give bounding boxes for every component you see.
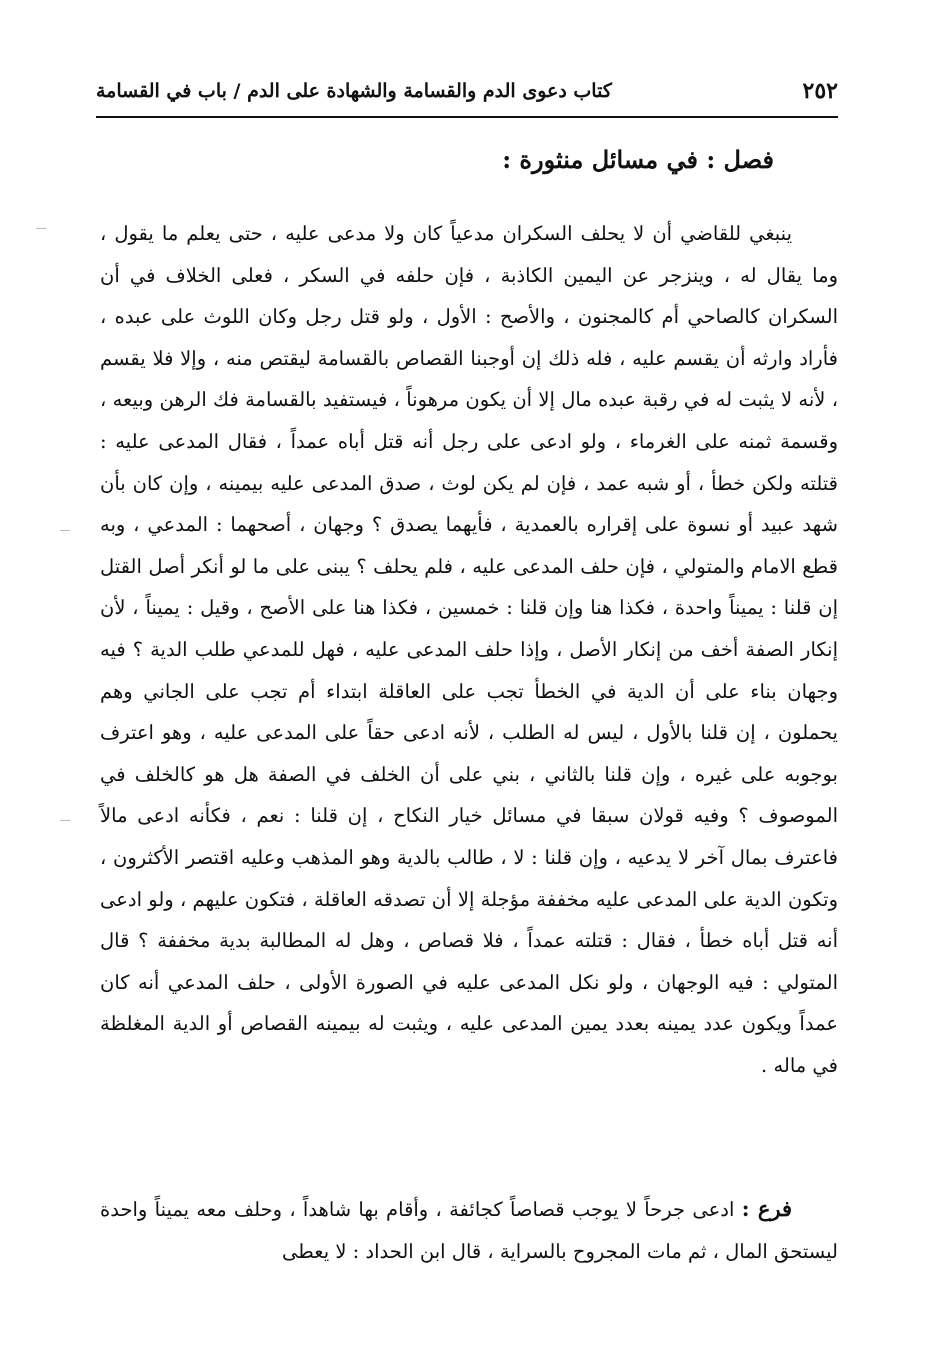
running-title: كتاب دعوى الدم والقسامة والشهادة على الدم / باب في القسامة	[96, 80, 612, 102]
header-rule	[96, 116, 838, 118]
margin-mark	[60, 820, 70, 821]
margin-mark	[60, 530, 70, 531]
page-number: ٢٥٢	[802, 78, 838, 104]
paragraph-1: ينبغي للقاضي أن لا يحلف السكران مدعياً كان ولا مدعى عليه ، حتى يعلم ما يقول ، وما يقال له ، وينزجر عن اليمين الكاذبة ، فإن حلفه في السكر ، فعلى الخلاف في أن السكران كالصاحي أم كالمجنون ، والأصح : الأول ، ولو قتل رجل وكان اللوث على عبده ، فأراد وارثه أن يقسم عليه ، فله ذلك إن أوجبنا القصاص بالقسامة ليقتص منه ، وإلا فلا يقسم ، لأنه لا يثبت له في رقبة عبده مال إلا أن يكون مرهوناً ، فيستفيد بالقسامة فك الرهن وبيعه ، وقسمة ثمنه على الغرماء ، ولو ادعى على رجل أنه قتل أباه عمداً ، فقال المدعى عليه : قتلته ولكن خطأ ، أو شبه عمد ، فإن لم يكن لوث ، صدق المدعى عليه بيمينه ، وإن كان بأن شهد عبيد أو نسوة على إقراره بالعمدية ، فأيهما يصدق ؟ وجهان ، أصحهما : المدعي ، وبه قطع الامام والمتولي ، فإن حلف المدعى عليه ، فلم يحلف ؟ يبنى على ما لو أنكر أصل القتل إن قلنا : يميناً واحدة ، فكذا هنا وإن قلنا : خمسين ، فكذا هنا على الأصح ، وقيل : يميناً ، لأن إنكار الصفة أخف من إنكار الأصل ، وإذا حلف المدعى عليه ، فهل للمدعي طلب الدية ؟ فيه وجهان بناء على أن الدية في الخطأ تجب على العاقلة ابتداء أم تجب على الجاني وهم يحملون ، إن قلنا بالأول ، ليس له الطلب ، لأنه ادعى حقاً على المدعى عليه ، وهو اعترف بوجوبه على غيره ، وإن قلنا بالثاني ، بني على أن الخلف في الصفة هل هو كالخلف في الموصوف ؟ وفيه قولان سبقا في مسائل خيار النكاح ، إن قلنا : نعم ، فكأنه ادعى مالاً فاعترف بمال آخر لا يدعيه ، وإن قلنا : لا ، طالب بالدية وهو المذهب وعليه اقتصر الأكثرون ، وتكون الدية على المدعى عليه مخففة مؤجلة إلا أن تصدقه العاقلة ، فتكون عليهم ، ولو ادعى أنه قتل أباه خطأ ، فقال : قتلته عمداً ، فلا قصاص ، وهل له المطالبة بدية مخففة ؟ قال المتولي : فيه الوجهان ، ولو نكل المدعى عليه في الصورة الأولى ، حلف المدعي أنه كان عمداً ويكون عدد يمينه بعدد يمين المدعى عليه ، ويثبت له بيمينه القصاص أو الدية المغلظة في ماله .	[100, 222, 838, 1077]
far-body: ادعى جرحاً لا يوجب قصاصاً كجائفة ، وأقام بها شاهداً ، وحلف معه يميناً واحدة ليستحق المال ، ثم مات المجروح بالسراية ، قال ابن الحداد : لا يعطى	[100, 1198, 838, 1263]
main-text	[100, 213, 838, 1086]
margin-mark	[36, 228, 46, 229]
far-paragraph	[100, 1188, 838, 1272]
page-header	[96, 74, 838, 114]
section-heading: فصل : في مسائل منثورة :	[502, 145, 774, 174]
far-section	[100, 1188, 838, 1272]
far-label: فرع :	[741, 1196, 793, 1221]
